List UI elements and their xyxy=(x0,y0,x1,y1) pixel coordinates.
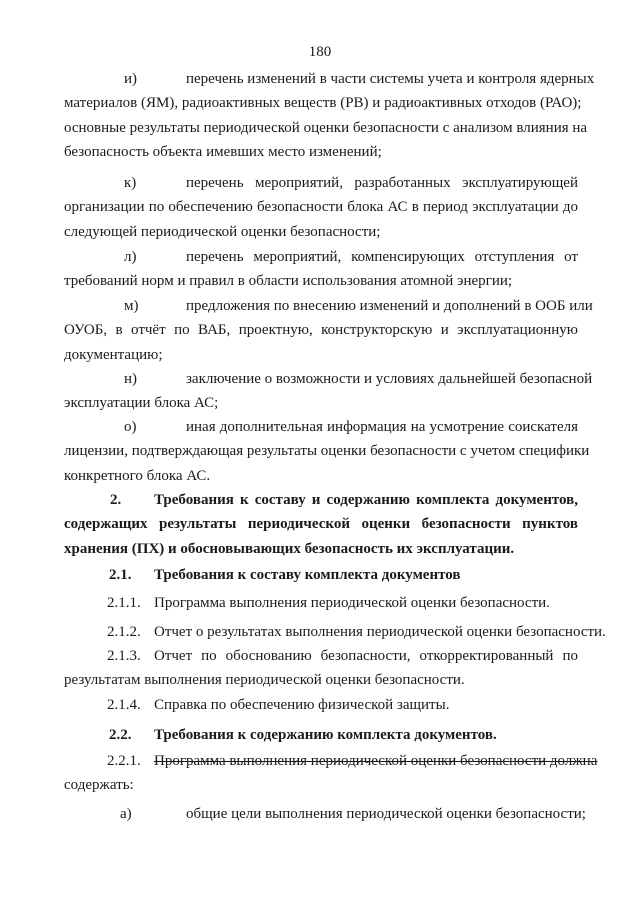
item-2-1-1-number: 2.1.1. xyxy=(107,595,141,611)
item-a-text: общие цели выполнения периодической оценки безопасности; xyxy=(186,806,586,822)
item-n-line-2: эксплуатации блока АС; xyxy=(64,395,219,412)
item-2-1-4 xyxy=(64,693,578,717)
item-i-line-1: и) перечень изменений в части системы учета и контроля ядерных xyxy=(64,67,578,91)
item-l-marker: л) xyxy=(124,249,137,265)
section-2-line-1: 2. Требования к составу и содержанию комплекта документов, xyxy=(64,488,578,512)
list-item-o xyxy=(64,415,590,488)
item-n-marker: н) xyxy=(124,371,138,387)
item-i-line-3: основные результаты периодической оценки безопасности с анализом влияния на xyxy=(64,119,588,136)
item-o-marker: о) xyxy=(124,419,137,435)
item-i-line-2: материалов (ЯМ), радиоактивных веществ (РВ) и радиоактивных отходов (РАО); xyxy=(64,95,582,112)
item-2-1-2-text: Отчет о результатах выполнения периодической оценки безопасности. xyxy=(154,624,606,640)
item-o-line-2: лицензии, подтверждающая результаты оценки безопасности с учетом специфики xyxy=(64,443,590,460)
item-2-2-1-line-1: 2.2.1. Программа выполнения периодической оценки безопасности должна xyxy=(64,749,578,773)
list-item-i xyxy=(64,67,595,164)
section-2-line-3: хранения (ПХ) и обосновывающих безопасность их эксплуатации. xyxy=(64,540,515,557)
item-k-line-3: следующей периодической оценки безопасности; xyxy=(64,223,381,240)
list-item-n xyxy=(64,367,593,416)
item-m-marker: м) xyxy=(124,298,139,314)
item-2-1-1 xyxy=(64,591,578,615)
section-2-2-title: Требования к содержанию комплекта документов. xyxy=(154,727,497,743)
list-item-l xyxy=(64,245,578,294)
item-k-line-2: организации по обеспечению безопасности блока АС в период эксплуатации до xyxy=(64,199,578,216)
item-2-2-1-number: 2.2.1. xyxy=(107,753,141,769)
item-2-1-3-line-1: 2.1.3. Отчет по обоснованию безопасности, откорректированный по xyxy=(64,644,578,668)
item-2-2-1-line-2: содержать: xyxy=(64,777,134,794)
list-item-k xyxy=(64,171,578,244)
item-2-1-4-text: Справка по обеспечению физической защиты. xyxy=(154,697,450,713)
item-2-1-4-number: 2.1.4. xyxy=(107,697,141,713)
item-2-1-2 xyxy=(64,620,606,644)
item-k-marker: к) xyxy=(124,175,137,191)
item-m-line-1: м) предложения по внесению изменений и дополнений в ООБ или xyxy=(64,294,578,318)
section-2-1-title: Требования к составу комплекта документов xyxy=(154,567,461,583)
item-i-marker: и) xyxy=(124,71,138,87)
section-2-1-number: 2.1. xyxy=(109,567,132,583)
list-item-a xyxy=(64,802,586,826)
section-2-2-number: 2.2. xyxy=(109,727,132,743)
page-number: 180 xyxy=(308,44,332,60)
section-2-number: 2. xyxy=(110,492,122,508)
section-2-heading xyxy=(64,488,578,561)
item-l-line-1: л) перечень мероприятий, компенсирующих отступления от xyxy=(64,245,578,269)
section-2-line-2: содержащих результаты периодической оценки безопасности пунктов xyxy=(64,516,578,533)
item-2-1-3-line-2: результатам выполнения периодической оценки безопасности. xyxy=(64,672,465,689)
item-m-line-3: документацию; xyxy=(64,346,163,363)
item-m-line-2: ОУОБ, в отчёт по ВАБ, проектную, конструкторскую и эксплуатационную xyxy=(64,322,578,339)
item-2-1-2-number: 2.1.2. xyxy=(107,624,141,640)
section-2-2-heading xyxy=(64,723,578,747)
item-2-1-3 xyxy=(64,644,578,693)
item-i-line-4: безопасность объекта имевших место изменений; xyxy=(64,143,382,160)
item-n-line-1: н) заключение о возможности и условиях дальнейшей безопасной xyxy=(64,367,578,391)
item-l-line-2: требований норм и правил в области использования атомной энергии; xyxy=(64,273,513,290)
item-2-2-1 xyxy=(64,749,598,798)
item-2-1-1-text: Программа выполнения периодической оценки безопасности. xyxy=(154,595,550,611)
item-a-marker: а) xyxy=(120,806,132,822)
item-k-line-1: к) перечень мероприятий, разработанных эксплуатирующей xyxy=(64,171,578,195)
item-o-line-1: о) иная дополнительная информация на усмотрение соискателя xyxy=(64,415,578,439)
section-2-1-heading xyxy=(64,563,578,587)
item-o-line-3: конкретного блока АС. xyxy=(64,467,211,484)
item-2-1-3-number: 2.1.3. xyxy=(107,648,141,664)
list-item-m xyxy=(64,294,593,367)
